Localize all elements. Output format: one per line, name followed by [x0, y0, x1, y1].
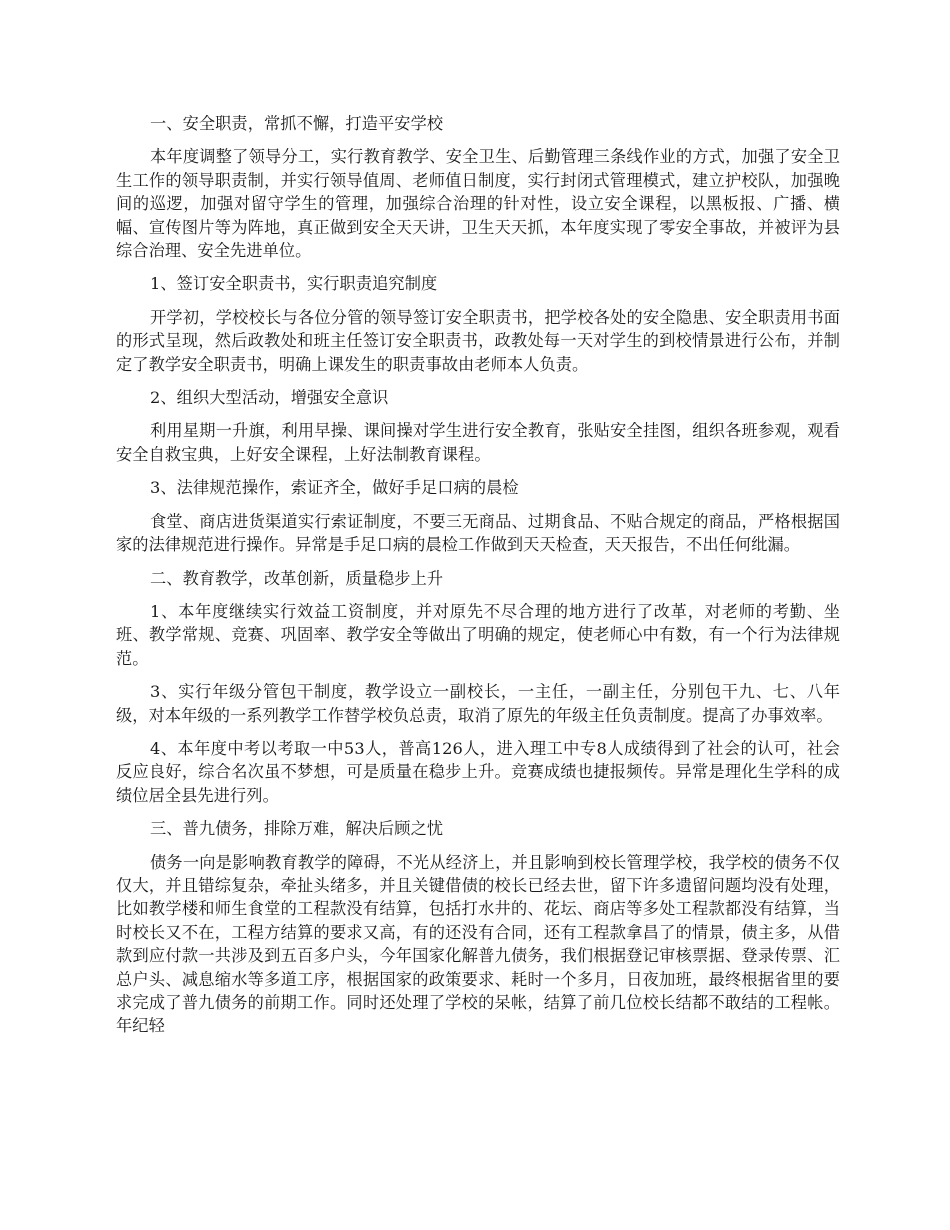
subsection-heading: 1、签订安全职责书，实行职责追究制度 [150, 274, 438, 294]
section-heading: 二、教育教学，改革创新，质量稳步上升 [150, 568, 444, 588]
subsection-heading: 2、组织大型活动，增强安全意识 [150, 388, 389, 408]
paragraph: 1、本年度继续实行效益工资制度，并对原先不尽合理的地方进行了改革，对老师的考勤、坐班、教学常规、竞赛、巩固率、教学安全等做出了明确的规定，使老师心中有数，有一个行为法律规范。 [116, 601, 840, 668]
document-body [116, 112, 840, 1048]
paragraph: 债务一向是影响教育教学的障碍，不光从经济上，并且影响到校长管理学校，我学校的债务不仅仅大，并且错综复杂，牵扯头绪多，并且关键借债的校长已经去世，留下许多遗留问题均没有处理，比如教学楼和师生食堂的工程款没有结算，包括打水井的、花坛、商店等多处工程款都没有结算，当时校长又不在，工程方结算的要求又高，有的还没有合同，还有工程款拿昌了的情景，债主多，从借款到应付款一共涉及到五百多户头，今年国家化解普九债务，我们根据登记审核票据、登录传票、汇总户头、减息缩水等多道工序，根据国家的政策要求、耗时一个多月，日夜加班，最终根据省里的要求完成了普九债务的前期工作。同时还处理了学校的呆帐，结算了前几位校长结都不敢结的工程帐。年纪轻 [116, 852, 840, 1036]
paragraph: 3、实行年级分管包干制度，教学设立一副校长，一主任，一副主任，分别包干九、七、八年级，对本年级的一系列教学工作替学校负总责，取消了原先的年级主任负责制度。提高了办事效率。 [116, 682, 840, 725]
section-heading: 一、安全职责，常抓不懈，打造平安学校 [150, 114, 444, 133]
paragraph: 利用星期一升旗，利用早操、课间操对学生进行安全教育，张贴安全挂图，组织各班参观，观看安全自救宝典，上好安全课程，上好法制教育课程。 [116, 421, 840, 464]
section-heading: 三、普九债务，排除万难，解决后顾之忧 [150, 819, 444, 839]
paragraph: 开学初，学校校长与各位分管的领导签订安全职责书，把学校各处的安全隐患、安全职责用书面的形式呈现，然后政教处和班主任签订安全职责书，政教处每一天对学生的到校情景进行公布，并制定了教学安全职责书，明确上课发生的职责事故由老师本人负责。 [116, 307, 840, 374]
subsection-heading: 3、法律规范操作，索证齐全，做好手足口病的晨检 [150, 478, 519, 498]
paragraph: 食堂、商店进货渠道实行索证制度，不要三无商品、过期食品、不贴合规定的商品，严格根据国家的法律规范进行操作。异常是手足口病的晨检工作做到天天检查，天天报告，不出任何纰漏。 [116, 511, 840, 555]
paragraph: 4、本年度中考以考取一中53人，普高126人，进入理工中专8人成绩得到了社会的认可，社会反应良好，综合名次虽不梦想，可是质量在稳步上升。竞赛成绩也捷报频传。异常是理化生学科的成绩位居全县先进行列。 [116, 738, 840, 805]
paragraph: 本年度调整了领导分工，实行教育教学、安全卫生、后勤管理三条线作业的方式，加强了安全卫生工作的领导职责制，并实行领导值周、老师值日制度，实行封闭式管理模式，建立护校队，加强晚间的巡逻，加强对留守学生的管理，加强综合治理的针对性，设立安全课程，以黑板报、广播、横幅、宣传图片等为阵地，真正做到安全天天讲，卫生天天抓，本年度实现了零安全事故，并被评为县综合治理、安全先进单位。 [116, 147, 840, 261]
